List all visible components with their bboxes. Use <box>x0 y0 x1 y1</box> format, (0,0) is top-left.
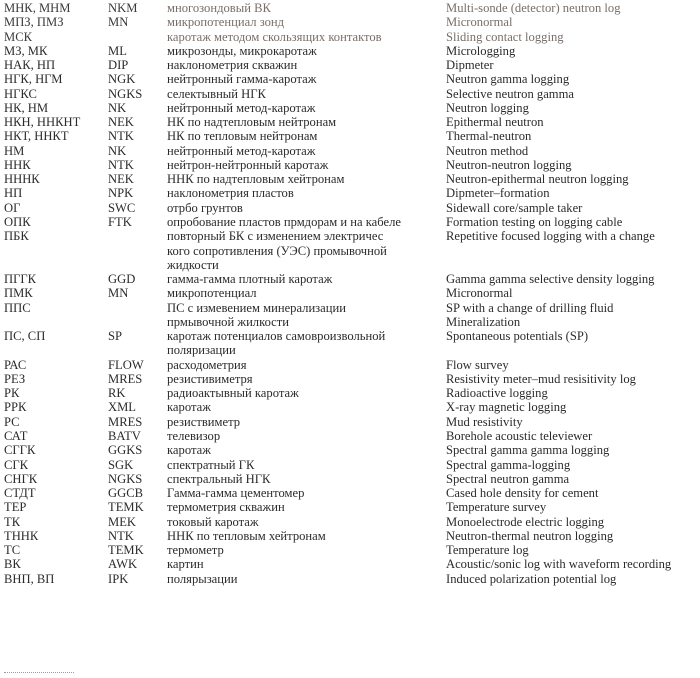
english-term <box>446 429 696 443</box>
russian-abbreviation: ПС, СП <box>4 329 46 344</box>
russian-term <box>167 30 446 44</box>
russian-abbreviation: РАС <box>4 357 27 372</box>
english-term <box>446 72 696 86</box>
russian-abbreviation: СТДТ <box>4 486 36 501</box>
russian-abbreviation: МПЗ, ПМЗ <box>4 15 64 30</box>
russian-term-line: гамма-гамма плотный каротаж <box>167 272 333 287</box>
russian-term-line: ПС с измевением минерализации <box>167 300 346 315</box>
russian-abbreviation: НКН, ННКНТ <box>4 115 81 130</box>
russian-term <box>167 144 446 158</box>
russian-abbreviation: СГГК <box>4 443 36 458</box>
english-term-line: X-ray magnetic logging <box>446 400 567 415</box>
english-abbreviation: RK <box>108 386 126 401</box>
russian-term <box>167 101 446 115</box>
english-term <box>446 472 696 486</box>
russian-term <box>167 458 446 472</box>
russian-term-line: микропотенциал зонд <box>167 15 285 30</box>
russian-term-line: термометр <box>167 543 224 558</box>
russian-term-line: кого сопротивления (УЭС) промывочной <box>167 243 387 258</box>
russian-abbreviation: ТС <box>4 543 21 558</box>
russian-abbreviation: НП <box>4 186 23 201</box>
table-row <box>4 515 696 529</box>
table-row <box>4 500 696 514</box>
russian-term-line: ННК по надтепловым хейтронам <box>167 172 345 187</box>
english-abbreviation: ML <box>108 43 127 58</box>
english-term-line: Neutron logging <box>446 100 529 115</box>
english-abbreviation: NTK <box>108 528 134 543</box>
russian-term <box>167 44 446 58</box>
russian-abbreviation: ТННК <box>4 528 39 543</box>
russian-term-line: поляризации <box>167 343 236 358</box>
english-term-line: Induced polarization potential log <box>446 571 617 586</box>
english-term <box>446 543 696 557</box>
english-term <box>446 172 696 186</box>
russian-abbreviation: НННК <box>4 172 40 187</box>
russian-term <box>167 358 446 372</box>
english-term-line: Neutron-thermal neutron logging <box>446 528 614 543</box>
english-term <box>446 557 696 571</box>
russian-term <box>167 443 446 457</box>
russian-term-line: микрозонды, микрокаротаж <box>167 43 317 58</box>
russian-term-line: наклонометрия скважин <box>167 58 298 73</box>
russian-term <box>167 472 446 486</box>
english-term <box>446 87 696 101</box>
table-row <box>4 458 696 472</box>
russian-abbreviation: ОПК <box>4 214 31 229</box>
russian-abbreviation: САТ <box>4 428 28 443</box>
english-abbreviation: NGKS <box>108 471 143 486</box>
english-term-line: Sidewall core/sample taker <box>446 200 583 215</box>
russian-term-line: нейтронный метод-каротаж <box>167 143 316 158</box>
english-term <box>446 44 696 58</box>
english-term-line: Spontaneous potentials (SP) <box>446 329 589 344</box>
english-term-line: Neutron method <box>446 143 529 158</box>
russian-abbreviation: МСК <box>4 29 32 44</box>
english-abbreviation: TEMK <box>108 500 144 515</box>
english-abbreviation: SP <box>108 329 123 344</box>
russian-abbreviation: НК, НМ <box>4 100 49 115</box>
russian-term-line: радиоактывный каротаж <box>167 386 299 401</box>
russian-term <box>167 572 446 586</box>
english-abbreviation: NEK <box>108 115 134 130</box>
english-term <box>446 30 696 44</box>
russian-term-line: НК по надтепловым нейтронам <box>167 115 337 130</box>
table-row <box>4 400 696 414</box>
table-row <box>4 486 696 500</box>
table-row <box>4 44 696 58</box>
table-row <box>4 144 696 158</box>
english-abbreviation: NTK <box>108 129 134 144</box>
russian-abbreviation: ПБК <box>4 229 29 244</box>
table-row <box>4 272 696 286</box>
russian-abbreviation: ТЕР <box>4 500 27 515</box>
english-term <box>446 329 696 343</box>
english-term <box>446 215 696 229</box>
russian-term <box>167 15 446 29</box>
russian-term <box>167 429 446 443</box>
english-term-line: SP with a change of drilling fluid <box>446 300 614 315</box>
russian-abbreviation: НМ <box>4 143 25 158</box>
english-term <box>446 443 696 457</box>
russian-term-line: каротаж <box>167 400 211 415</box>
english-term <box>446 415 696 429</box>
english-term-line: Gamma gamma selective density logging <box>446 272 655 287</box>
table-row <box>4 557 696 571</box>
russian-term-line: спектратный ГК <box>167 457 255 472</box>
english-term-line: Mud resistivity <box>446 414 523 429</box>
page-edge-dots <box>4 672 74 675</box>
english-term-line: Temperature survey <box>446 500 547 515</box>
table-row <box>4 201 696 215</box>
english-term-line: Micronormal <box>446 286 513 301</box>
russian-abbreviation: РК <box>4 386 20 401</box>
russian-term-line: токовый каротаж <box>167 514 259 529</box>
english-term <box>446 201 696 215</box>
english-term-line: Formation testing on logging cable <box>446 214 623 229</box>
english-abbreviation: IPK <box>108 571 129 586</box>
russian-term-line: наклонометрия пластов <box>167 186 294 201</box>
english-abbreviation: MN <box>108 286 129 301</box>
english-abbreviation: NGKS <box>108 86 143 101</box>
english-term-line: Spectral neutron gamma <box>446 471 570 486</box>
english-abbreviation: MRES <box>108 414 143 429</box>
english-abbreviation: GGKS <box>108 443 143 458</box>
russian-term <box>167 229 446 272</box>
russian-term <box>167 172 446 186</box>
table-row <box>4 529 696 543</box>
english-abbreviation: MRES <box>108 371 143 386</box>
table-row <box>4 286 696 300</box>
russian-abbreviation: ППС <box>4 300 31 315</box>
russian-term-line: расходометрия <box>167 357 247 372</box>
english-abbreviation: NK <box>108 143 127 158</box>
russian-term <box>167 1 446 15</box>
russian-term-line: ННК по тепловым хейтронам <box>167 528 326 543</box>
table-row <box>4 443 696 457</box>
english-term-line: Selective neutron gamma <box>446 86 574 101</box>
english-term-line: Multi-sonde (detector) neutron log <box>446 1 621 15</box>
english-term <box>446 458 696 472</box>
english-abbreviation: FTK <box>108 214 132 229</box>
table-row <box>4 101 696 115</box>
english-abbreviation: XML <box>108 400 136 415</box>
english-abbreviation: NEK <box>108 172 134 187</box>
russian-abbreviation: МЗ, МК <box>4 43 48 58</box>
english-abbreviation: MEK <box>108 514 136 529</box>
english-term-line: Spectral gamma-logging <box>446 457 571 472</box>
english-term <box>446 186 696 200</box>
russian-term-line: резистивиметря <box>167 371 253 386</box>
english-term <box>446 58 696 72</box>
english-abbreviation: NKM <box>108 1 138 15</box>
english-abbreviation: DIP <box>108 58 129 73</box>
table-row <box>4 158 696 172</box>
english-term-line: Neutron-neutron logging <box>446 157 572 172</box>
russian-term-line: телевизор <box>167 428 221 443</box>
russian-term <box>167 129 446 143</box>
russian-term-line: нейтронный метод-каротаж <box>167 100 316 115</box>
russian-term <box>167 486 446 500</box>
russian-term-line: термометрия скважин <box>167 500 285 515</box>
table-row <box>4 129 696 143</box>
russian-term <box>167 372 446 386</box>
russian-abbreviation: МНК, МНМ <box>4 1 71 15</box>
english-abbreviation: NK <box>108 100 127 115</box>
english-term <box>446 286 696 300</box>
russian-abbreviation: СГК <box>4 457 29 472</box>
english-abbreviation: BATV <box>108 428 141 443</box>
russian-abbreviation: НГКС <box>4 86 37 101</box>
russian-term <box>167 286 446 300</box>
english-abbreviation: SWC <box>108 200 136 215</box>
russian-term-line: нейтронный гамма-каротаж <box>167 72 317 87</box>
abbreviation-table <box>4 1 696 586</box>
table-row <box>4 186 696 200</box>
english-abbreviation: TEMK <box>108 543 144 558</box>
table-row <box>4 172 696 186</box>
english-abbreviation: MN <box>108 15 129 30</box>
table-row <box>4 15 696 29</box>
russian-term-line: прмывочной жилкости <box>167 314 290 329</box>
russian-term-line: микропотенциал <box>167 286 257 301</box>
english-term <box>446 529 696 543</box>
english-term-line: Epithermal neutron <box>446 115 544 130</box>
english-abbreviation: GGCB <box>108 486 143 501</box>
russian-abbreviation: ВК <box>4 557 21 572</box>
russian-term-line: жидкости <box>167 257 219 272</box>
russian-term <box>167 58 446 72</box>
english-term <box>446 229 696 243</box>
english-term-line: Spectral gamma gamma logging <box>446 443 610 458</box>
table-row <box>4 1 696 15</box>
english-term <box>446 1 696 15</box>
russian-term <box>167 201 446 215</box>
russian-abbreviation: НКТ, ННКТ <box>4 129 69 144</box>
russian-term-line: картин <box>167 557 204 572</box>
english-term <box>446 144 696 158</box>
russian-term <box>167 543 446 557</box>
table-row <box>4 87 696 101</box>
english-term-line: Dipmeter–formation <box>446 186 550 201</box>
russian-term <box>167 415 446 429</box>
english-term <box>446 500 696 514</box>
english-abbreviation: FLOW <box>108 357 144 372</box>
russian-term-line: каротаж <box>167 443 211 458</box>
russian-abbreviation: ННК <box>4 157 31 172</box>
english-term-line: Flow survey <box>446 357 509 372</box>
russian-term-line: полярызации <box>167 571 238 586</box>
english-term <box>446 301 696 330</box>
table-row <box>4 472 696 486</box>
russian-term <box>167 72 446 86</box>
russian-term-line: опробование пластов прмдорам и на кабеле <box>167 214 401 229</box>
english-term-line: Cased hole density for cement <box>446 486 599 501</box>
russian-term-line: многозондовый ВК <box>167 1 271 15</box>
table-row <box>4 415 696 429</box>
russian-term-line: НК по тепловым нейтронам <box>167 129 318 144</box>
english-abbreviation: GGD <box>108 272 136 287</box>
english-term-line: Borehole acoustic televiewer <box>446 428 593 443</box>
russian-term <box>167 115 446 129</box>
russian-term <box>167 301 446 330</box>
english-term <box>446 386 696 400</box>
russian-term-line: Гамма-гамма цементомер <box>167 486 305 501</box>
english-term <box>446 572 696 586</box>
english-term <box>446 158 696 172</box>
table-row <box>4 301 696 330</box>
english-term-line: Thermal-neutron <box>446 129 532 144</box>
english-term <box>446 400 696 414</box>
english-term-line: Acoustic/sonic log with waveform recording <box>446 557 672 572</box>
english-term-line: Resistivity meter–mud resisitivity log <box>446 371 636 386</box>
russian-abbreviation: ВНП, ВП <box>4 571 55 586</box>
russian-abbreviation: РЕЗ <box>4 371 26 386</box>
english-term-line: Micrologging <box>446 43 516 58</box>
english-term-line: Radioactive logging <box>446 386 548 401</box>
table-row <box>4 115 696 129</box>
table-row <box>4 30 696 44</box>
table-row <box>4 229 696 272</box>
russian-term <box>167 400 446 414</box>
russian-term-line: каротаж потенциалов самовроизвольной <box>167 329 386 344</box>
russian-abbreviation: СНГК <box>4 471 38 486</box>
english-term <box>446 358 696 372</box>
table-row <box>4 72 696 86</box>
table-row <box>4 572 696 586</box>
russian-abbreviation: ОГ <box>4 200 21 215</box>
english-term <box>446 272 696 286</box>
english-abbreviation: AWK <box>108 557 138 572</box>
russian-term-line: спектральный НГК <box>167 471 271 486</box>
russian-abbreviation: ТК <box>4 514 21 529</box>
english-term <box>446 101 696 115</box>
english-term-line: Neutron gamma logging <box>446 72 570 87</box>
english-term-line: Sliding contact logging <box>446 29 564 44</box>
russian-abbreviation: НАК, НП <box>4 58 56 73</box>
english-term-line: Repetitive focused logging with a change <box>446 229 655 244</box>
russian-term <box>167 186 446 200</box>
russian-term <box>167 329 446 358</box>
russian-term <box>167 500 446 514</box>
russian-abbreviation: РРК <box>4 400 27 415</box>
russian-abbreviation: НГК, НГМ <box>4 72 63 87</box>
english-term <box>446 486 696 500</box>
english-term <box>446 129 696 143</box>
table-row <box>4 215 696 229</box>
english-abbreviation: NPK <box>108 186 134 201</box>
english-term <box>446 15 696 29</box>
english-term-line: Dipmeter <box>446 58 494 73</box>
english-term-line: Temperature log <box>446 543 529 558</box>
table-row <box>4 429 696 443</box>
english-term-line: Mineralization <box>446 314 521 329</box>
russian-term <box>167 215 446 229</box>
english-term <box>446 115 696 129</box>
table-row <box>4 386 696 400</box>
russian-term-line: нейтрон-нейтронный каротаж <box>167 157 329 172</box>
russian-term-line: каротаж методом скользящих контактов <box>167 29 382 44</box>
english-term-line: Monoelectrode electric logging <box>446 514 605 529</box>
english-term-line: Neutron-epithermal neutron logging <box>446 172 629 187</box>
russian-term-line: селектывный НГК <box>167 86 266 101</box>
russian-term <box>167 515 446 529</box>
russian-term <box>167 272 446 286</box>
english-abbreviation: NGK <box>108 72 136 87</box>
russian-term <box>167 557 446 571</box>
english-abbreviation: NTK <box>108 157 134 172</box>
russian-term <box>167 158 446 172</box>
russian-term <box>167 386 446 400</box>
english-term <box>446 515 696 529</box>
english-abbreviation: SGK <box>108 457 134 472</box>
russian-term <box>167 87 446 101</box>
russian-abbreviation: ПГГК <box>4 272 37 287</box>
table-row <box>4 58 696 72</box>
russian-term-line: отрбо грунтов <box>167 200 243 215</box>
table-row <box>4 329 696 358</box>
russian-abbreviation: ПМК <box>4 286 33 301</box>
russian-abbreviation: РС <box>4 414 20 429</box>
russian-term-line: повторный БК с изменением электричес <box>167 229 384 244</box>
table-row <box>4 372 696 386</box>
english-term-line: Micronormal <box>446 15 513 30</box>
russian-term <box>167 529 446 543</box>
table-row <box>4 543 696 557</box>
english-term <box>446 372 696 386</box>
table-row <box>4 358 696 372</box>
russian-term-line: резиствиметр <box>167 414 241 429</box>
